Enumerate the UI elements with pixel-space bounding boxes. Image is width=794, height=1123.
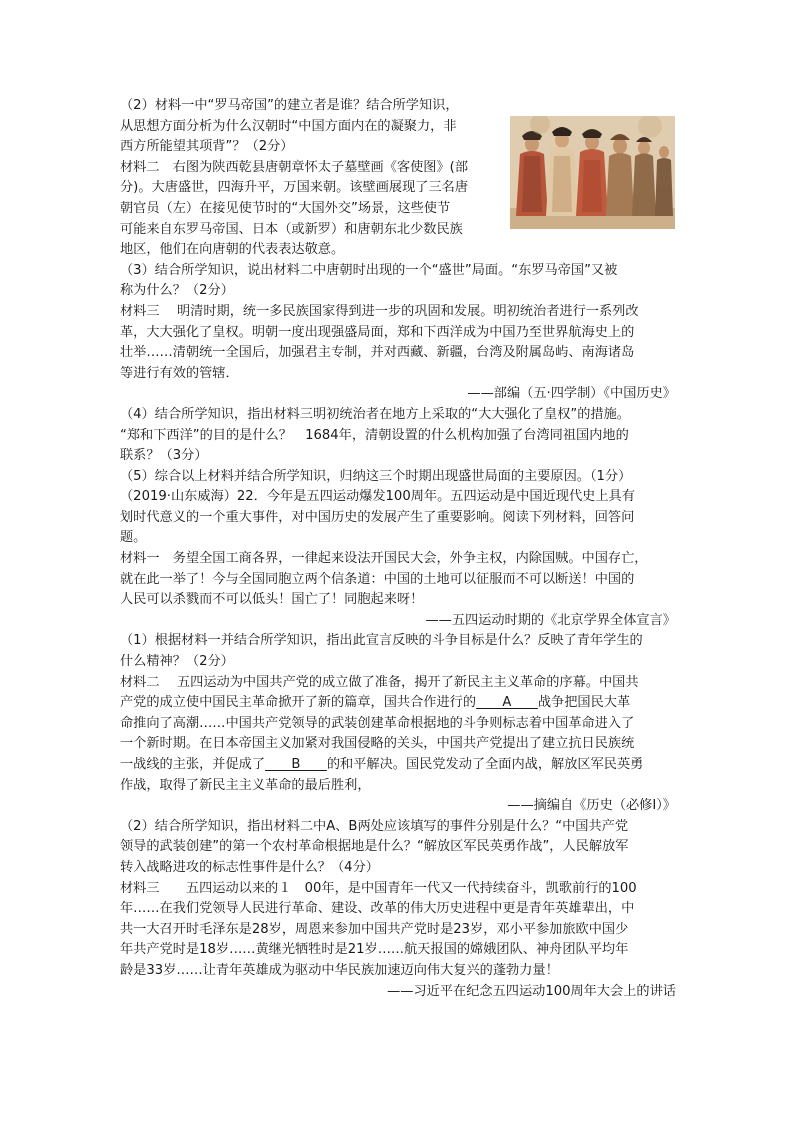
text-line: （2019·山东威海）22．今年是五四运动爆发100周年。五四运动是中国近现代史上具有	[120, 489, 635, 505]
text-line: 革，大大强化了皇权。明朝一度出现强盛局面，郑和下西洋成为中国乃至世界航海史上的	[120, 324, 635, 340]
text-segment: 产党的成立使中国民主革命掀开了新的篇章，国共合作进行的	[120, 695, 477, 711]
text-line: 朝官员（左）在接见使节时的“大国外交”场景，这些使节	[120, 200, 451, 216]
text-line	[120, 693, 676, 714]
text-line: （2）结合所学知识，指出材料二中A、B两处应该填写的事件分别是什么？“中国共产党	[120, 818, 629, 834]
text-line: 西方所能望其项背”？（2分）	[120, 139, 294, 155]
text-line: 共一大召开时毛泽东是28岁，周恩来参加中国共产党时是23岁，邓小平参加旅欧中国少	[120, 921, 629, 937]
text-line: 联系？（3分）	[120, 448, 208, 464]
text-line: （2）材料一中“罗马帝国”的建立者是谁？结合所学知识，	[120, 98, 459, 113]
text-line: 地区，他们在向唐朝的代表表达敬意。	[120, 242, 345, 258]
text-line: 称为什么？（2分）	[120, 283, 234, 299]
question-block-6	[120, 817, 676, 982]
text-line: 材料一 务望全国工商各界，一律起来设法开国民大会，外争主权，内除国贼。中国存亡，	[120, 551, 648, 567]
text-segment: 一战线的主张，并促成了	[120, 757, 266, 772]
text-line: （1）根据材料一并结合所学知识，指出此宣言反映的斗争目标是什么？反映了青年学生的	[120, 633, 643, 649]
text-line	[120, 755, 676, 776]
text-line: （4）结合所学知识，指出材料三明初统治者在地方上采取的“大大强化了皇权”的措施。	[120, 406, 630, 422]
source-citation: ——五四运动时期的《北京学界全体宣言》	[425, 612, 676, 628]
text-line: 什么精神？（2分）	[120, 654, 234, 670]
text-segment: 的和平解决。国民党发动了全面内战，解放区军民英勇	[326, 757, 644, 772]
question-block-3	[120, 405, 676, 611]
text-line: 命推向了高潮……中国共产党领导的武装创建革命根据地的斗争则标志着中国革命进入了	[120, 715, 635, 731]
question-block-1	[120, 96, 510, 261]
text-line: 作战，取得了新民主主义革命的最后胜利，	[120, 777, 371, 793]
text-line: 从思想方面分析为什么汉朝时“中国方面内在的凝聚力，非	[120, 118, 457, 134]
text-line: “郑和下西洋”的目的是什么？ 1684年，清朝设置的什么机构加强了台湾同祖国内地的	[120, 427, 629, 443]
question-block-4	[120, 631, 676, 796]
text-line: 材料三 明清时期，统一多民族国家得到进一步的巩固和发展。明初统治者进行一系列改	[120, 303, 639, 319]
text-line: 题。	[120, 530, 147, 546]
text-line: 人民可以杀戮而不可以低头！国亡了！同胞起来呀！	[120, 592, 424, 608]
blank-b: B	[265, 757, 327, 772]
blank-a: A	[476, 695, 538, 711]
question-block-2	[120, 261, 676, 385]
text-line: 可能来自东罗马帝国、日本（或新罗）和唐朝东北少数民族	[120, 221, 463, 237]
text-line: 就在此一举了！今与全国同胞立两个信条道：中国的土地可以征服而不可以断送！中国的	[120, 571, 635, 587]
text-line: （3）结合所学知识，说出材料二中唐朝时出现的一个“盛世”局面。“东罗马帝国”又被	[120, 262, 618, 278]
text-segment: 战争把国民大革	[537, 695, 631, 711]
text-line: 划时代意义的一个重大事件，对中国历史的发展产生了重要影响。阅读下列材料，回答问	[120, 509, 635, 525]
text-line: 材料三 五四运动以来的１ 00年，是中国青年一代又一代持续奋斗，凯歌前行的100	[120, 880, 637, 896]
text-line: 一个新时期。在日本帝国主义加紧对我国侵略的关头，中国共产党提出了建立抗日民族统	[120, 736, 635, 752]
text-line: 材料二 五四运动为中国共产党的成立做了准备，揭开了新民主主义革命的序幕。中国共	[120, 674, 639, 690]
text-line: 壮举……清朝统一全国后，加强君主专制，并对西藏、新疆，台湾及附属岛屿、南海诸岛	[120, 345, 635, 361]
text-line: 年……在我们党领导人民进行革命、建设、改革的伟大历史进程中更是青年英雄辈出，中	[120, 901, 635, 917]
source-citation: ——摘编自《历史（必修Ⅰ）》	[507, 798, 676, 814]
source-citation: ——部编（五·四学制）《中国历史》	[467, 386, 676, 402]
text-line: 领导的武装创建”的第一个农村革命根据地是什么？“解放区军民英勇作战”，人民解放军	[120, 839, 629, 855]
text-line: 材料二 右图为陕西乾县唐朝章怀太子墓壁画《客使图》(部	[120, 159, 469, 175]
text-line: 转入战略进攻的标志性事件是什么？（4分）	[120, 859, 379, 875]
text-line: （5）综合以上材料并结合所学知识，归纳这三个时期出现盛世局面的主要原因。（1分）	[120, 468, 632, 484]
text-line: 年共产党时是18岁……黄继光牺牲时是21岁……航天报国的嫦娥团队、神舟团队平均年	[120, 942, 629, 958]
exam-page	[120, 96, 676, 1002]
source-citation: ——习近平在纪念五四运动100周年大会上的讲话	[387, 983, 676, 999]
text-line: 分)。大唐盛世，四海升平，万国来朝。该壁画展现了三名唐	[120, 180, 469, 196]
text-line: 龄是33岁……让青年英雄成为驱动中华民族加速迈向伟大复兴的蓬勃力量！	[120, 962, 559, 978]
text-line: 等进行有效的管辖．	[120, 365, 239, 381]
